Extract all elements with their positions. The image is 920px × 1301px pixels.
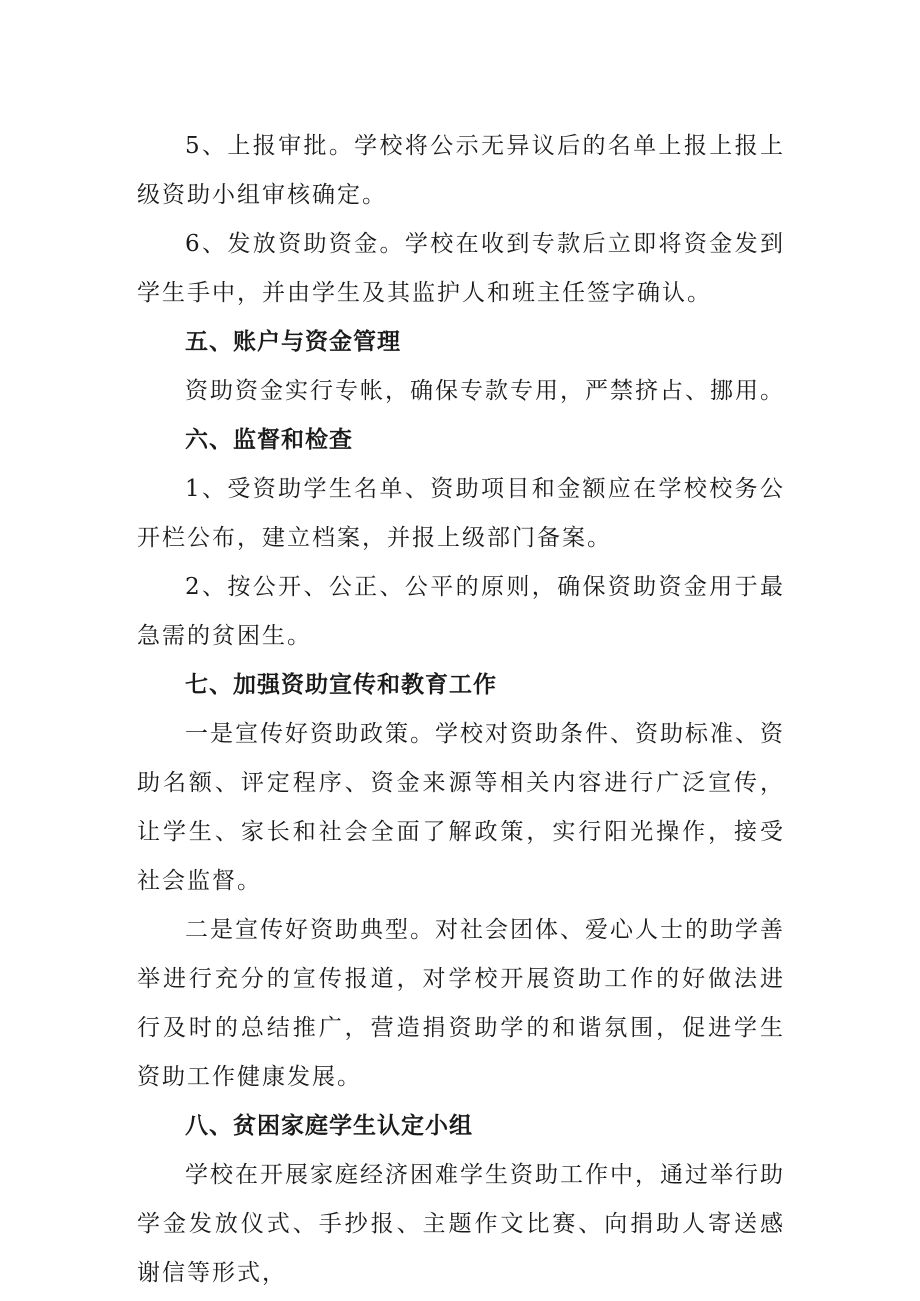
heading-section-6: 六、监督和检查 <box>185 427 353 453</box>
heading-section-5: 五、账户与资金管理 <box>185 329 401 355</box>
paragraph-publicity-policy: 一是宣传好资助政策。学校对资助条件、资助标准、资助名额、评定程序、资金来源等相关内容进行广泛宣传，让学生、家长和社会全面了解政策，实行阳光操作，接受社会监督。 <box>137 721 785 894</box>
heading-section-8: 八、贫困家庭学生认定小组 <box>185 1113 473 1139</box>
paragraph-account-management: 资助资金实行专帐，确保专款专用，严禁挤占、挪用。 <box>185 378 785 404</box>
heading-section-7: 七、加强资助宣传和教育工作 <box>185 672 497 698</box>
paragraph-publicity-examples: 二是宣传好资助典型。对社会团体、爱心人士的助学善举进行充分的宣传报道，对学校开展资助工作的好做法进行及时的总结推广，营造捐资助学的和谐氛围，促进学生资助工作健康发展。 <box>137 917 785 1090</box>
document-body <box>137 122 785 1298</box>
paragraph-step-6-disburse-funds: 6、发放资助资金。学校在收到专款后立即将资金发到学生手中，并由学生及其监护人和班主任签字确认。 <box>137 231 785 306</box>
paragraph-supervision-2: 2、按公开、公正、公平的原则，确保资助资金用于最急需的贫困生。 <box>137 574 785 649</box>
paragraph-supervision-1: 1、受资助学生名单、资助项目和金额应在学校校务公开栏公布，建立档案，并报上级部门备案。 <box>137 476 785 551</box>
paragraph-identification-group: 学校在开展家庭经济困难学生资助工作中，通过举行助学金发放仪式、手抄报、主题作文比赛、向捐助人寄送感谢信等形式， <box>137 1162 785 1286</box>
paragraph-step-5-report-approval: 5、上报审批。学校将公示无异议后的名单上报上报上级资助小组审核确定。 <box>137 133 785 208</box>
